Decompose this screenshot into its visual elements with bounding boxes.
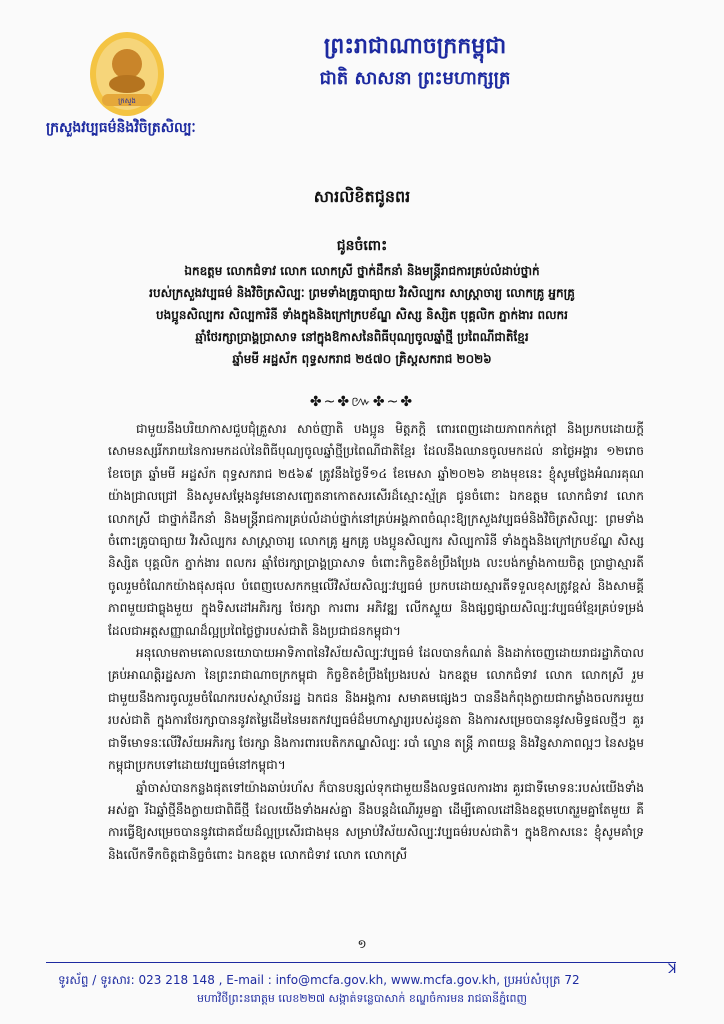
addressee-block xyxy=(70,260,654,370)
po-box-number: 72 xyxy=(564,973,580,987)
phone-label: ទូរស័ព្ទ / ទូរសារ: xyxy=(58,973,135,987)
footer-contact xyxy=(58,972,678,990)
addressee-line: ឆ្នាំមមី អដ្ឋស័ក ពុទ្ធសករាជ ២៥៧០ គ្រិស្តសករាជ ២០២៦ xyxy=(232,352,492,366)
ministry-logo xyxy=(88,30,166,118)
body-paragraph: អនុលោមតាមគោលនយោបាយអាទិភាពនៃវិស័យសិល្បៈវប្បធម៌ ដែលបានកំណត់ និងដាក់ចេញដោយរាជរដ្ឋាភិបាលគ្រប់អាណត្តិរដ្ឋសភា នៃព្រះរាជាណាចក្រកម្ពុជា កិច្ចខិតខំប្រឹងប្រែងរបស់ ឯកឧត្តម លោកជំទាវ លោក លោកស្រី រួមជាមួយនឹងការចូលរួមចំណែករបស់ស្ថាប័នរដ្ឋ ឯកជន និងអង្គការ សមាគមផ្សេងៗ បាននឹងកំពុងក្លាយជាកម្លាំងចលករមួយរបស់ជាតិ ក្នុងការថែរក្សាបាននូវតម្លៃដើមនៃមរតកវប្បធម៌ដ៏មហាស្ចារ្យរបស់ដូនតា និងការសម្រេចបាននូវសមិទ្ធផលថ្មីៗ គួរជាទីមោទនៈលើវិស័យអភិរក្ស ថែរក្សា និងការពារបេតិកភណ្ឌសិល្បៈ របាំ ល្ខោន តន្ត្រី ភាពយន្ត និងវិន្ញ្ញសាភាពល្អៗ នៃសង្គមកម្ពុជាប្រកបទៅដោយវប្បធម៌នៅកម្ពុជា។ xyxy=(108,646,644,773)
footer-address: មហាវិថីព្រះនរោត្តម លេខ២២៧ សង្កាត់ទន្លេបាសាក់ ខណ្ឌចំការមន រាជធានីភ្នំពេញ xyxy=(196,992,528,1005)
addressee-line: ឆ្មាំថែរក្សាប្រាង្គប្រាសាទ នៅក្នុងឱកាសនៃពិធីបុណ្យចូលឆ្នាំថ្មី ប្រពៃណីជាតិខ្មែរ xyxy=(195,330,529,344)
addressee-line: បងប្អូនសិល្បករ សិល្បការិនី ទាំងក្នុងនិងក្រៅក្របខ័ណ្ឌ សិស្ស និស្សិត បុគ្គលិក ភ្នាក់ងារ ពលករ xyxy=(156,308,568,322)
addressed-to-label: ជូនចំពោះ xyxy=(336,238,388,254)
body-paragraph: ជាមួយនឹងបរិយាកាសជួបជុំគ្រួសារ សាច់ញាតិ បងប្អូន មិត្តភក្តិ ពោរពេញដោយភាពកក់ក្តៅ និងប្រកបដោយក្តីសោមនស្សរីករាយនៃការមកដល់នៃពិធីបុណ្យចូលឆ្នាំថ្មីប្រពៃណីជាតិខ្មែរ ដែលនឹងឈានចូលមកដល់ នាថ្ងៃអង្គារ ១២រោច ខែចេត្រ ឆ្នាំមមី អដ្ឋស័ក ពុទ្ធសករាជ ២៥៦៩ ត្រូវនឹងថ្ងៃទី១៤ ខែមេសា ឆ្នាំ២០២៦ ខាងមុខនេះ ខ្ញុំសូមថ្លែងអំណរគុណយ៉ាងជ្រាលជ្រៅ និងសូមសម្តែងនូវមនោសញ្ចេតនាកោតសរសើរដ៏ស្មោះស្ម័គ្រ ជូនចំពោះ ឯកឧត្តម លោកជំទាវ លោក លោកស្រី ជាថ្នាក់ដឹកនាំ និងមន្ត្រីរាជការគ្រប់លំដាប់ថ្នាក់នៅគ្រប់អង្គភាពចំណុះឱ្យក្រសួងវប្បធម៌និងវិចិត្រសិល្បៈ ព្រមទាំងចំពោះគ្រូបាធ្យាយ វិរសិល្បករ សាស្ត្រាចារ្យ លោកគ្រូ អ្នកគ្រូ បងប្អូនសិល្បករ សិល្បការិនី ទាំងក្នុងនិងក្រៅក្របខ័ណ្ឌ សិស្ស និស្សិត បុគ្គលិក ភ្នាក់ងារ ពលករ ឆ្មាំថែរក្សាប្រាង្គប្រាសាទ ចំពោះកិច្ចខិតខំប្រឹងប្រែង លះបង់កម្លាំងកាយចិត្ត ប្រាជ្ញាស្មារតី ចូលរួមចំណែកយ៉ាងផុសផុល បំពេញបេសកកម្មលើវិស័យសិល្បៈវប្បធម៌ ប្រកបដោយស្មារតីទទួលខុសត្រូវខ្ពស់ និងសាមគ្គីភាពមួយជាធ្លុងមួយ ក្នុងទិសដៅអភិរក្ស ថែរក្សា ការពារ អភិវឌ្ឍ លើកស្ទួយ និងផ្សព្វផ្សាយសិល្បៈវប្បធម៌ខ្មែរគ្រប់ទម្រង់ ដែលជាអត្តសញ្ញាណដ៏ល្អប្រពៃថ្លៃថ្លារបស់ជាតិ និងប្រជាជនកម្ពុជា។ xyxy=(108,422,644,638)
ministry-name: ក្រសួងវប្បធម៌និងវិចិត្រសិល្បៈ xyxy=(46,120,196,136)
national-motto: ជាតិ សាសនា ព្រះមហាក្សត្រ xyxy=(319,68,511,89)
ornament-divider: ✤~✤៚✤~✤ xyxy=(309,394,415,410)
addressee-line: ឯកឧត្តម លោកជំទាវ លោក លោកស្រី ថ្នាក់ដឹកនាំ និងមន្ត្រីរាជការគ្រប់លំដាប់ថ្នាក់ xyxy=(184,264,540,278)
addressee-line: របស់ក្រសួងវប្បធម៌ និងវិចិត្រសិល្បៈ ព្រមទាំងគ្រូបាធ្យាយ វិរសិល្បករ សាស្ត្រាចារ្យ លោកគ្រូ អ្នកគ្រូ xyxy=(149,286,575,300)
body-paragraph: ឆ្នាំចាស់បានកន្លងផុតទៅយ៉ាងឆាប់រហ័ស ក៏បានបន្សល់ទុកជាមួយនឹងលទ្ធផលការងារ គួរជាទីមោទនៈរបស់យើងទាំងអស់គ្នា រីឯឆ្នាំថ្មីនឹងក្លាយជាពិធីថ្មី ដែលយើងទាំងអស់គ្នា នឹងបន្តដំណើររួមគ្នា ដើម្បីគោលដៅនិងឧត្តមហេតុរួមគ្នាតែមួយ គឺការធ្វើឱ្យសម្រេចបាននូវជោគជ័យដ៏ល្អប្រសើរជាងមុន សម្រាប់វិស័យសិល្បៈវប្បធម៌របស់ជាតិ។ ក្នុងឱកាសនេះ ខ្ញុំសូមគាំទ្រ និងលើកទឹកចិត្តជានិច្ចចំពោះ ឯកឧត្តម លោកជំទាវ លោក លោកស្រី xyxy=(108,780,644,862)
email-and-website: , E-mail : info@mcfa.gov.kh, www.mcfa.gov.kh, xyxy=(218,973,501,987)
kingdom-title: ព្រះរាជាណាចក្រកម្ពុជា xyxy=(323,33,507,59)
phone-number: 023 218 148 xyxy=(138,973,215,987)
svg-text:ក្រសួង: ក្រសួង xyxy=(118,97,136,105)
letter-body xyxy=(108,418,644,866)
footer-divider xyxy=(46,962,676,963)
initial-signature: ꓘ xyxy=(668,962,677,977)
letter-title: សារលិខិតជូនពរ xyxy=(313,187,411,206)
page-number: ១ xyxy=(357,937,367,951)
po-box-label: ប្រអប់សំបុត្រ xyxy=(503,973,561,987)
